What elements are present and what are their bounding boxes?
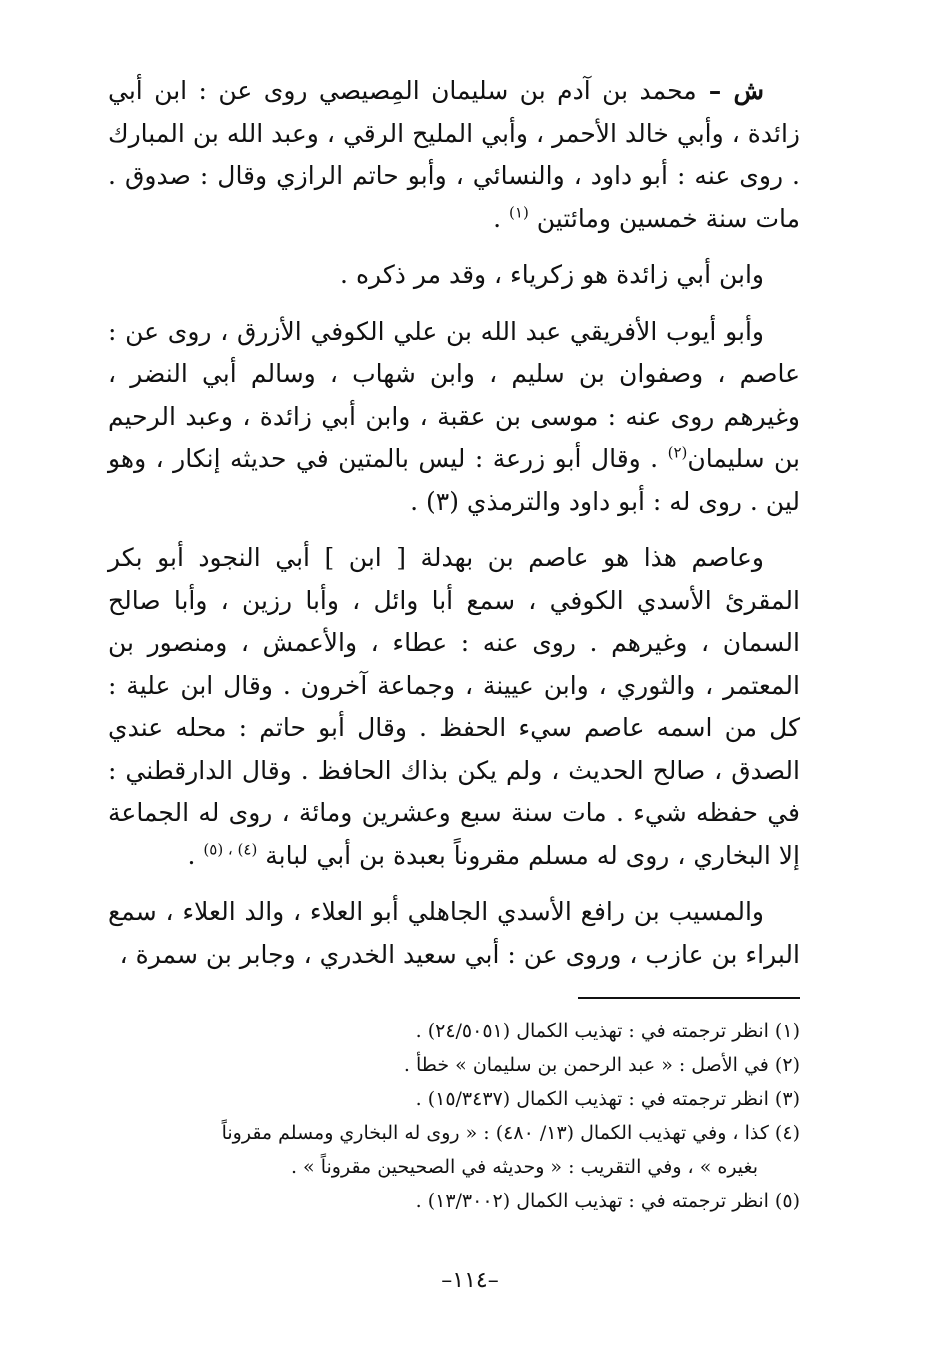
footnote-ref: (١)	[509, 203, 529, 222]
footnotes	[108, 1014, 800, 1218]
paragraph-tail: . وقال أبو زرعة : ليس بالمتين في حديثه إنكار ، وهو لين . روى له : أبو داود والترمذي (٣) .	[108, 444, 800, 516]
paragraph-2	[108, 254, 800, 297]
footnote-3: (٣) انظر ترجمته في : تهذيب الكمال (١٥/٣٤٣٧) .	[415, 1088, 800, 1110]
footnote-4: (٤) كذا ، وفي تهذيب الكمال (١٣/ ٤٨٠) : « روى له البخاري ومسلم مقروناً	[221, 1122, 800, 1144]
main-text	[108, 70, 800, 990]
footnote-2: (٢) في الأصل : « عبد الرحمن بن سليمان » خطأ .	[403, 1054, 800, 1076]
paragraph-1	[108, 70, 800, 240]
paragraph-tail: .	[493, 203, 510, 233]
paragraph-text: وعاصم هذا هو عاصم بن بهدلة [ ابن ] أبي النجود أبو بكر المقرئ الأسدي الكوفي ، سمع أبا وائل ، وأبا رزين ، وأبا صالح السمان ، وغيرهم . روى عنه : عطاء ، والأعمش ، ومنصور بن المعتمر ، والثوري ، وابن عيينة ، وجماعة آخرون . وقال ابن علية : كل من اسمه عاصم سيء الحفظ . وقال أبو حاتم : محله عندي الصدق ، صالح الحديث ، ولم يكن بذاك الحافظ . وقال الدارقطني : في حفظه شيء . مات سنة سبع وعشرين ومائة ، روى له الجماعة إلا البخاري ، روى له مسلم مقروناً بعبدة بن أبي لبابة	[108, 543, 800, 870]
footnote-4-continued: بغيره » ، وفي التقريب : « وحديثه في الصحيحين مقروناً » .	[290, 1156, 758, 1178]
footnote-divider	[578, 997, 800, 999]
footnote-1: (١) انظر ترجمته في : تهذيب الكمال (٢٤/٥٠٥١) .	[415, 1020, 800, 1042]
paragraph-4	[108, 537, 800, 877]
footnote-ref: (٢)	[667, 443, 688, 462]
paragraph-tail: .	[187, 840, 204, 870]
entry-marker: ش –	[696, 76, 764, 105]
paragraph-text: وأبو أيوب الأفريقي عبد الله بن علي الكوفي الأزرق ، روى عن : عاصم ، وصفوان بن سليم ، وابن شهاب ، وسالم أبي النضر ، وغيرهم روى عنه : موسى بن عقبة ، وابن أبي زائدة ، وعبد الرحيم بن سليمان	[108, 316, 800, 473]
paragraph-text: والمسيب بن رافع الأسدي الجاهلي أبو العلاء ، والد العلاء ، سمع البراء بن عازب ، وروى عن : أبي سعيد الخدري ، وجابر بن سمرة ،	[108, 897, 800, 969]
paragraph-text: وابن أبي زائدة هو زكرياء ، وقد مر ذكره .	[340, 260, 764, 289]
paragraph-text: محمد بن آدم بن سليمان المِصيصي روى عن : ابن أبي زائدة ، وأبي خالد الأحمر ، وأبي المليح الرقي ، وعبد الله بن المبارك . روى عنه : أبو داود ، والنسائي ، وأبو حاتم الرازي وقال : صدوق . مات سنة خمسين ومائتين	[108, 76, 800, 233]
footnote-ref: (٤) ، (٥)	[203, 840, 258, 859]
paragraph-5	[108, 891, 800, 976]
page-number: –١١٤–	[441, 1268, 499, 1293]
paragraph-3	[108, 311, 800, 524]
footnote-5: (٥) انظر ترجمته في : تهذيب الكمال (١٣/٣٠٠٢) .	[415, 1190, 800, 1212]
